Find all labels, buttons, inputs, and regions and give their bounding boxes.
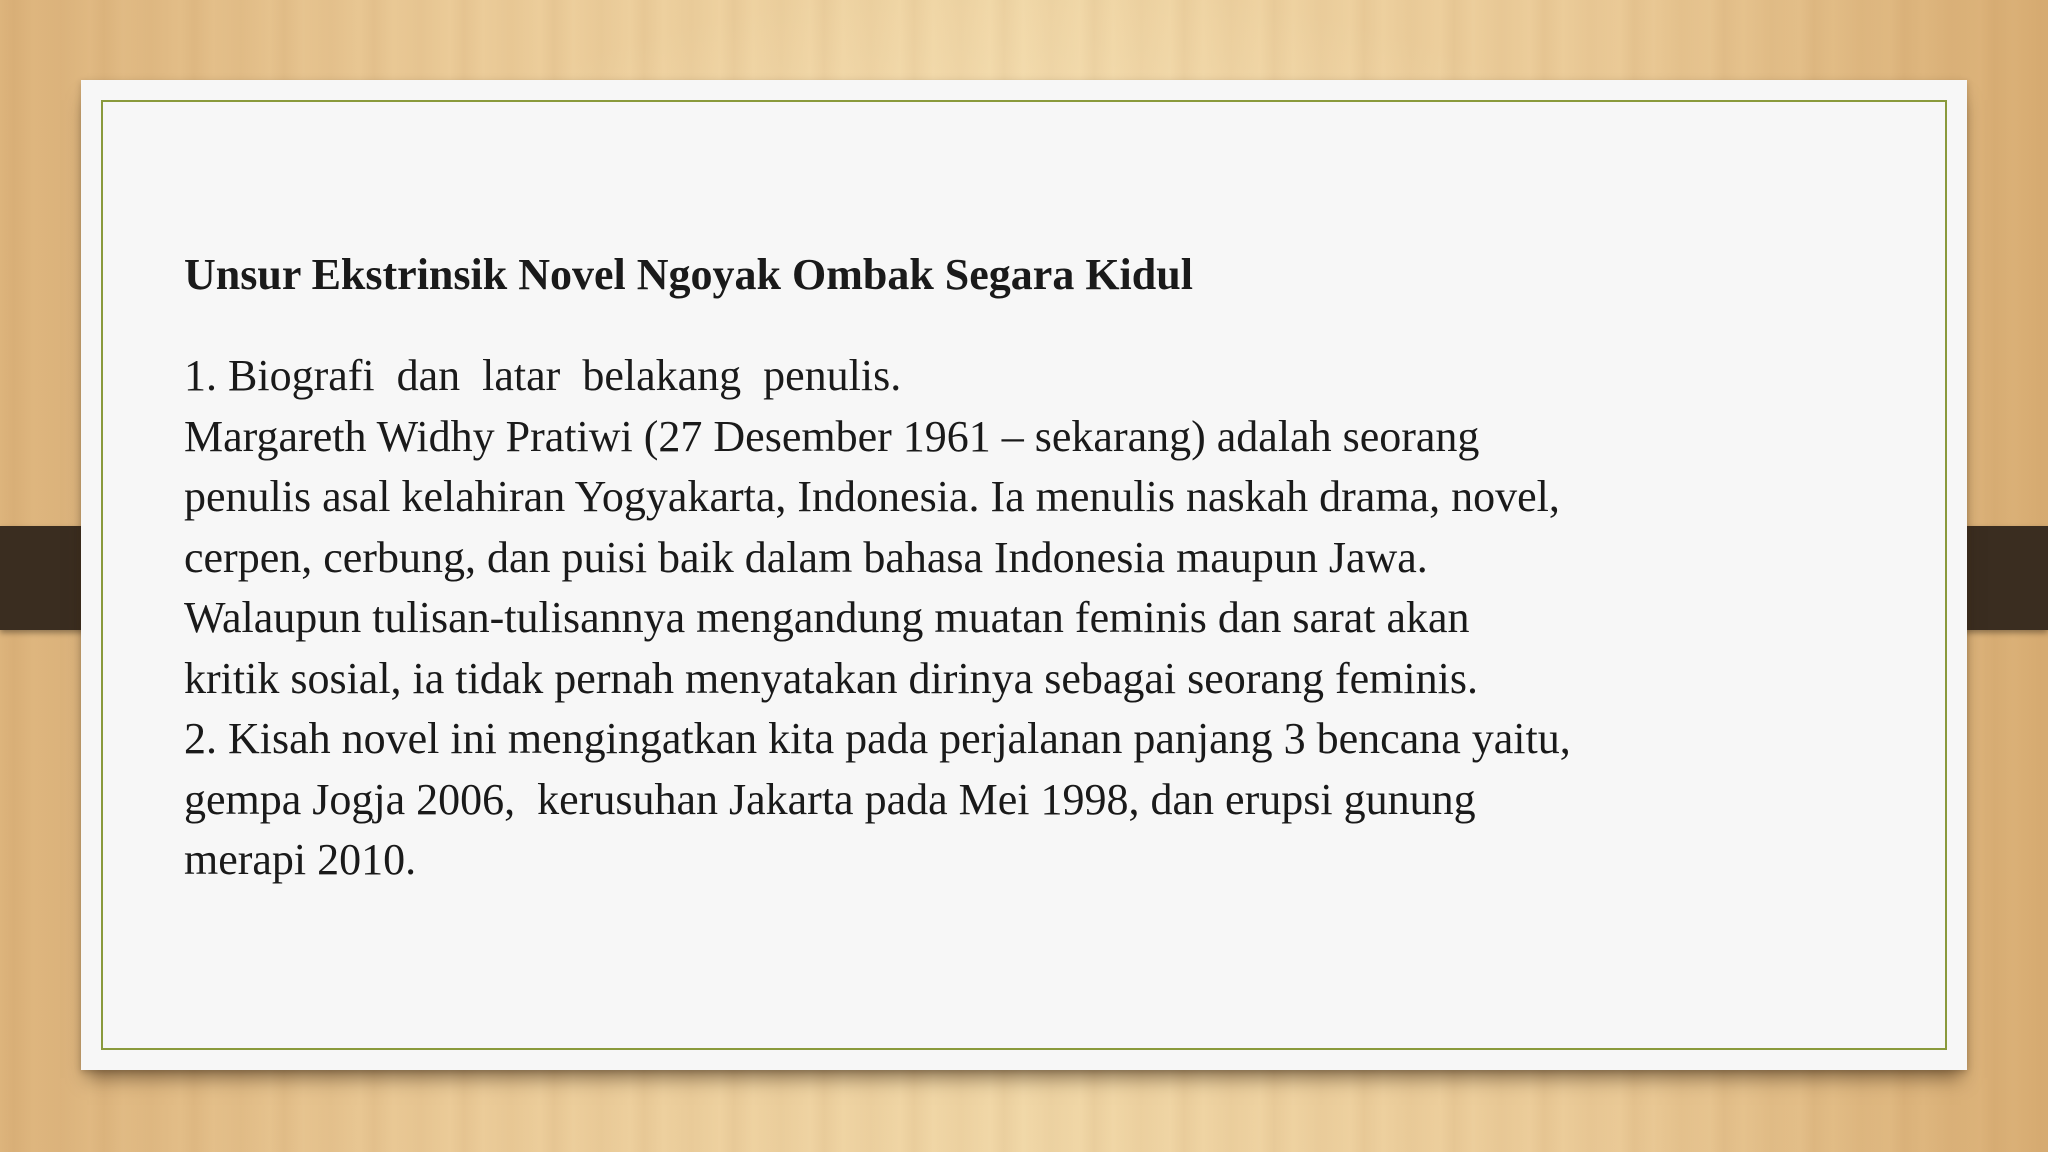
body-line-8: gempa Jogja 2006, kerusuhan Jakarta pada Mei 1998, dan erupsi gunung [184, 774, 1476, 824]
body-line-3: penulis asal kelahiran Yogyakarta, Indonesia. Ia menulis naskah drama, novel, [184, 472, 1560, 521]
body-line-7: 2. Kisah novel ini mengingatkan kita pada perjalanan panjang 3 bencana yaitu, [184, 714, 1571, 763]
body-line-9: merapi 2010. [184, 835, 417, 884]
body-text [184, 346, 1824, 891]
body-line-1: 1. Biografi dan latar belakang penulis. [184, 351, 902, 400]
body-line-4: cerpen, cerbung, dan puisi baik dalam bahasa Indonesia maupun Jawa. [184, 532, 1428, 582]
slide-title: Unsur Ekstrinsik Novel Ngoyak Ombak Segara Kidul [184, 250, 1193, 299]
body-line-5: Walaupun tulisan-tulisannya mengandung muatan feminis dan sarat akan [184, 593, 1470, 642]
body-line-6: kritik sosial, ia tidak pernah menyatakan dirinya sebagai seorang feminis. [184, 653, 1478, 703]
slide-content [184, 242, 1824, 891]
body-line-2: Margareth Widhy Pratiwi (27 Desember 1961 – sekarang) adalah seorang [184, 411, 1480, 461]
